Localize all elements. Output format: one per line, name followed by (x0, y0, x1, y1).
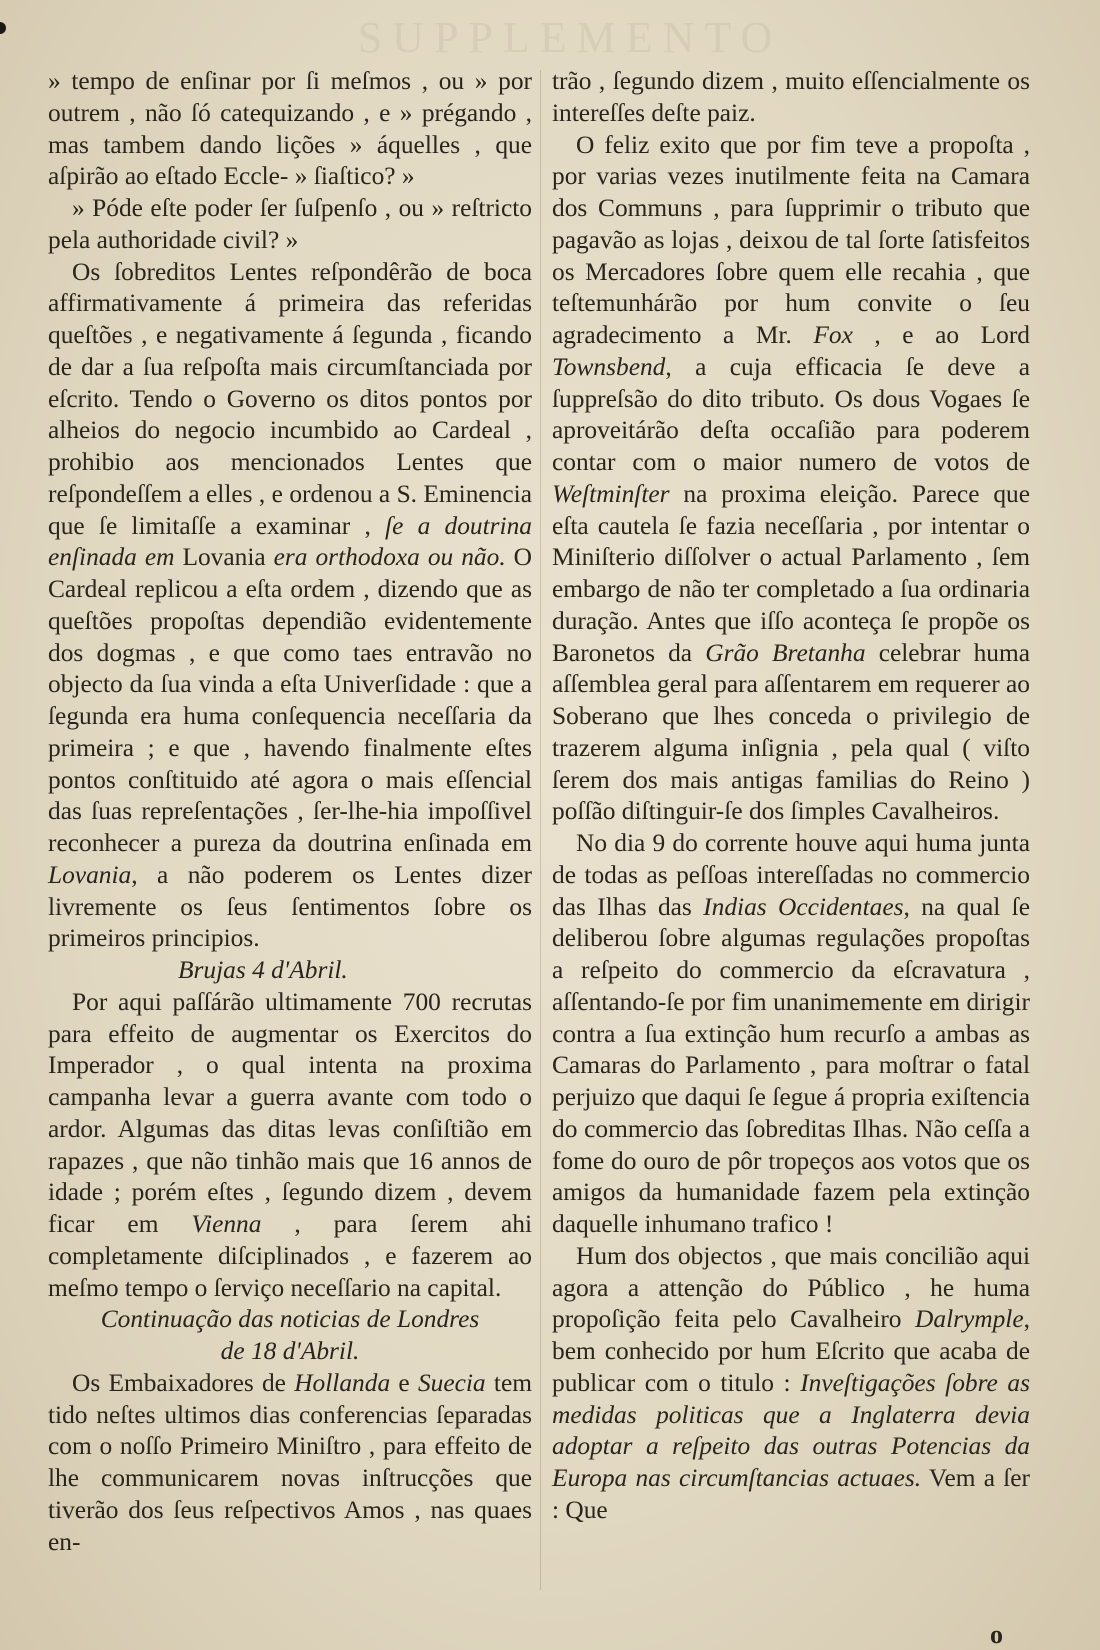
paragraph-question-suspension: » Póde eſte poder ſer ſuſpenſo , ou » reſtricto pela authoridade civil? » (48, 194, 532, 254)
paragraph-shop-tax: O feliz exito que por fim teve a propoſta , por varias vezes inutilmente feita na Camara dos Communs , para ſupprimir o tributo que pagavão as lojas , deixou de tal ſorte ſatisfeitos os Mercadores ſobre quem elle recahia , que teſtemunhárão por hum convite o ſeu agradecimento a Mr. Fox , e ao Lord Townsbend, a cuja efficacia ſe deve a ſuppreſsão do dito tributo. Os dous Vogaes ſe aproveitárão deſta occaſião para poderem contar com o maior numero de votos de Weſtminſter na proxima eleição. Parece que eſta cautela ſe fazia neceſſaria , por intentar o Miniſterio diſſolver o actual Parlamento , ſem embargo de não ter completado a ſua ordinaria duração. Antes que iſſo aconteça ſe propõe os Baronetos da Grão Bretanha celebrar huma aſſemblea geral para aſſentarem em requerer ao Soberano que lhes conceda o privilegio de trazerem alguma inſignia , pela qual ( viſto ſerem dos mais antigas familias do Reino ) poſſão diſtinguir-ſe dos ſimples Cavalheiros. (552, 130, 1030, 826)
page-edge-mark (0, 22, 6, 34)
paragraph-recruits: Por aqui paſſárão ultimamente 700 recrutas para effeito de augmentar os Exercitos do Imperador , o qual intenta na proxima campanha levar a guerra avante com todo o ardor. Algumas das ditas levas conſiſtião em rapazes , que não tinhão mais que 16 annos de idade ; porém eſtes , ſegundo dizem , devem ficar em Vienna , para ſerem ahi completamente diſciplinados , e fazerem ao meſmo tempo o ſerviço neceſſario na capital. (48, 987, 532, 1302)
right-column (552, 66, 1030, 1527)
paragraph-lentes-reply: Os ſobreditos Lentes reſpondêrão de boca affirmativamente á primeira das referidas queſtões , e negativamente á ſegunda , ficando de dar a ſua reſpoſta mais circumſtanciada por eſcrito. Tendo o Governo os ditos pontos por alheios do negocio incumbido ao Cardeal , prohibio aos mencionados Lentes que reſpondeſſem a elles , e ordenou a S. Eminencia que ſe limitaſſe a examinar , ſe a doutrina enſinada em Lovania era orthodoxa ou não. O Cardeal replicou a eſta ordem , dizendo que as queſtões propoſtas dependião evidentemente dos dogmas , e que como taes entravão no objecto da ſua vinda a eſta Univerſidade : que a ſegunda era huma conſequencia neceſſaria da primeira ; e que , havendo finalmente eſtes pontos conſtituido até agora o mais eſſencial das ſuas repreſentações , ſer-lhe-hia impoſſivel reconhecer a pureza da doutrina enſinada em Lovania, a não poderem os Lentes dizer livremente os ſeus ſentimentos ſobre os primeiros principios. (48, 257, 533, 953)
paragraph-ambassadors: Os Embaixadores de Hollanda e Suecia tem tido neſtes ultimos dias conferencias ſeparadas com o noſſo Primeiro Miniſtro , para effeito de lhe communicarem novas inſtrucções que tiverão dos ſeus reſpectivos Amos , nas quaes en- (48, 1368, 532, 1556)
faded-header-title: SUPPLEMENTO (357, 13, 783, 62)
paragraph-dalrymple: Hum dos objectos , que mais concilião aqui agora a attenção do Público , he huma propoſição feita pelo Cavalheiro Dalrymple, bem conhecido por hum Eſcrito que acaba de publicar com o titulo : Inveſtigações ſobre as medidas politicas que a Inglaterra devia adoptar a reſpeito das outras Potencias da Europa nas circumſtancias actuaes. Vem a ſer : Que (552, 1241, 1031, 1524)
heading-london-news: Continuação das noticias de Londres (100, 1305, 480, 1334)
paragraph-interests-continuation: trão , ſegundo dizem , muito eſſencialmente os intereſſes deſte paiz. (552, 67, 1030, 127)
paragraph-question-continuation: » tempo de enſinar por ſi meſmos , ou » por outrem , não ſó catequizando , e » prégando , mas tambem dando lições » áquelles , que aſpirão ao eſtado Eccle- » ſiaſtico? » (48, 67, 532, 191)
signature-mark: o (990, 1620, 1003, 1649)
left-column (48, 66, 532, 1558)
paragraph-west-indies: No dia 9 do corrente houve aqui huma junta de todas as peſſoas intereſſadas no commercio das Ilhas das Indias Occidentaes, na qual ſe deliberou ſobre algumas regulações propoſtas a reſpeito do commercio da eſcravatura , aſſentando-ſe por fim unanimemente em dirigir contra a ſua extinção hum recurſo a ambas as Camaras do Parlamento , para moſtrar o fatal perjuizo que daqui ſe ſegue á propria exiſtencia do commercio das ſobreditas Ilhas. Não ceſſa a fome do ouro de pôr tropeços aos votos que os amigos da humanidade fazem pela extinção daquelle inhumano trafico ! (552, 829, 1030, 1238)
heading-london-date: de 18 d'Abril. (220, 1337, 360, 1365)
dateline-bruges: Brujas 4 d'Abril. (178, 956, 348, 984)
column-divider (540, 70, 541, 1590)
